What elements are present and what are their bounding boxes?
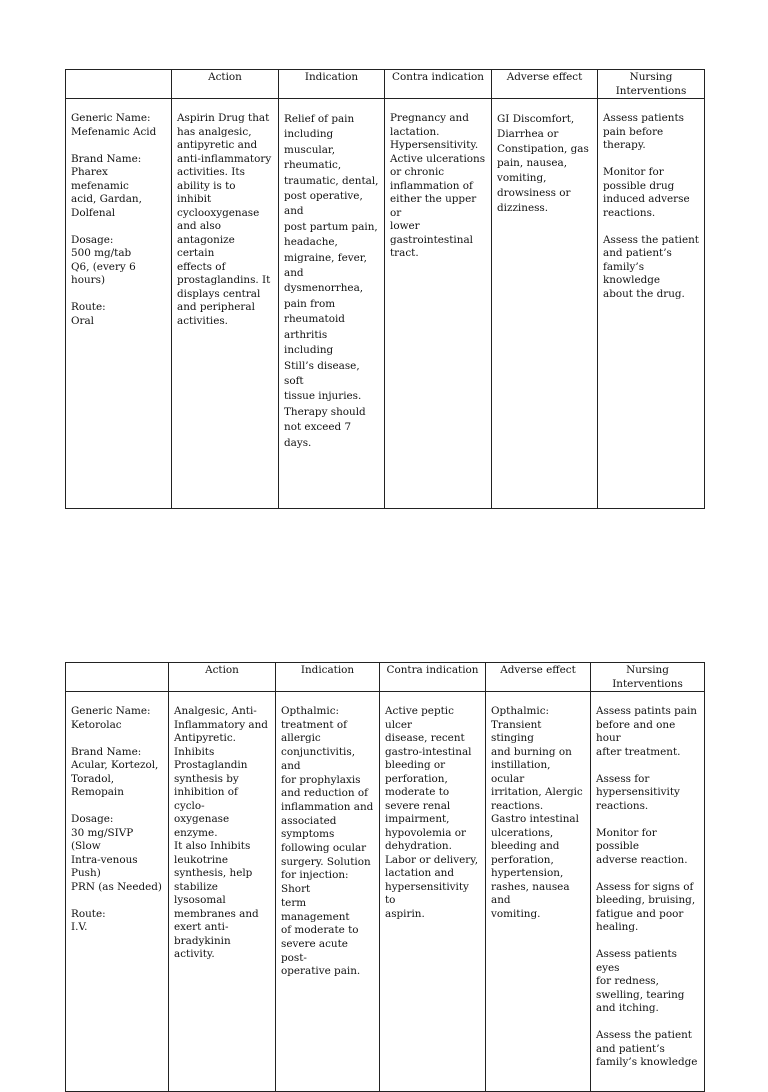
cell-adverse-effect: GI Discomfort, Diarrhea or Constipation, gas pain, nausea, vomiting, drowsiness or dizziness. [492,99,598,509]
table-header-row [66,663,705,692]
cell-action: Aspirin Drug that has analgesic, antipyretic and anti-inflammatory activities. Its ability is to inhibit cyclooxygenase and also antagonize certain effects of prostaglandins. It displays central and peripheral activities. [172,99,279,509]
cell-indication: Opthalmic: treatment of allergic conjunctivitis, and for prophylaxis and reduction of inflammation and associated symptoms following ocular surgery. Solution for injection: Short term management of moderate to severe acute post- operative pain. [276,692,380,1092]
header-indication: Indication [279,70,385,99]
cell-adverse-effect: Opthalmic: Transient stinging and burning on instillation, ocular irritation, Alergic reactions. Gastro intestinal ulcerations, bleeding and perforation, hypertension, rashes, nausea and vomiting. [486,692,591,1092]
cell-nursing-interventions: Assess patients pain before therapy. Monitor for possible drug induced adverse reactions. Assess the patient and patient’s family’s knowledge about the drug. [598,99,705,509]
table-row [66,692,705,1092]
cell-contra-indication: Active peptic ulcer disease, recent gastro-intestinal bleeding or perforation, moderate to severe renal impairment, hypovolemia or dehydration. Labor or delivery, lactation and hypersensitivity to aspirin. [380,692,486,1092]
header-contra-indication: Contra indication [385,70,492,99]
table-header-row [66,70,705,99]
header-adverse-effect: Adverse effect [492,70,598,99]
cell-action: Analgesic, Anti- Inflammatory and Antipyretic. Inhibits Prostaglandin synthesis by inhibition of cyclo- oxygenase enzyme. It also Inhibits leukotrine synthesis, help stabilize lysosomal membranes and exert anti- bradykinin activity. [169,692,276,1092]
table-row [66,99,705,509]
cell-nursing-interventions: Assess patints pain before and one hour after treatment. Assess for hypersensitivity reactions. Monitor for possible adverse reaction. Assess for signs of bleeding, bruising, fatigue and poor healing. Assess patients eyes for redness, swelling, tearing and itching. Assess the patient and patient’s family’s knowledge [591,692,705,1092]
cell-drug-info: Generic Name: Mefenamic Acid Brand Name: Pharex mefenamic acid, Gardan, Dolfenal Dosage: 500 mg/tab Q6, (every 6 hours) Route: Oral [66,99,172,509]
header-drug-column [66,70,172,99]
header-contra-indication: Contra indication [380,663,486,692]
header-action: Action [172,70,279,99]
header-indication: Indication [276,663,380,692]
header-drug-column [66,663,169,692]
header-adverse-effect: Adverse effect [486,663,591,692]
cell-indication: Relief of pain including muscular, rheumatic, traumatic, dental, post operative, and post partum pain, headache, migraine, fever, and dysmenorrhea, pain from rheumatoid arthritis including Still’s disease, soft tissue injuries. Therapy should not exceed 7 days. [279,99,385,509]
drug-table-ketorolac [65,662,705,1092]
header-nursing-interventions: Nursing Interventions [598,70,705,99]
header-nursing-interventions: Nursing Interventions [591,663,705,692]
cell-drug-info: Generic Name: Ketorolac Brand Name: Acular, Kortezol, Toradol, Remopain Dosage: 30 mg/SIVP (Slow Intra-venous Push) PRN (as Needed) Route: I.V. [66,692,169,1092]
cell-contra-indication: Pregnancy and lactation. Hypersensitivity. Active ulcerations or chronic inflammation of either the upper or lower gastrointestinal tract. [385,99,492,509]
header-action: Action [169,663,276,692]
drug-table-mefenamic-acid [65,69,705,509]
